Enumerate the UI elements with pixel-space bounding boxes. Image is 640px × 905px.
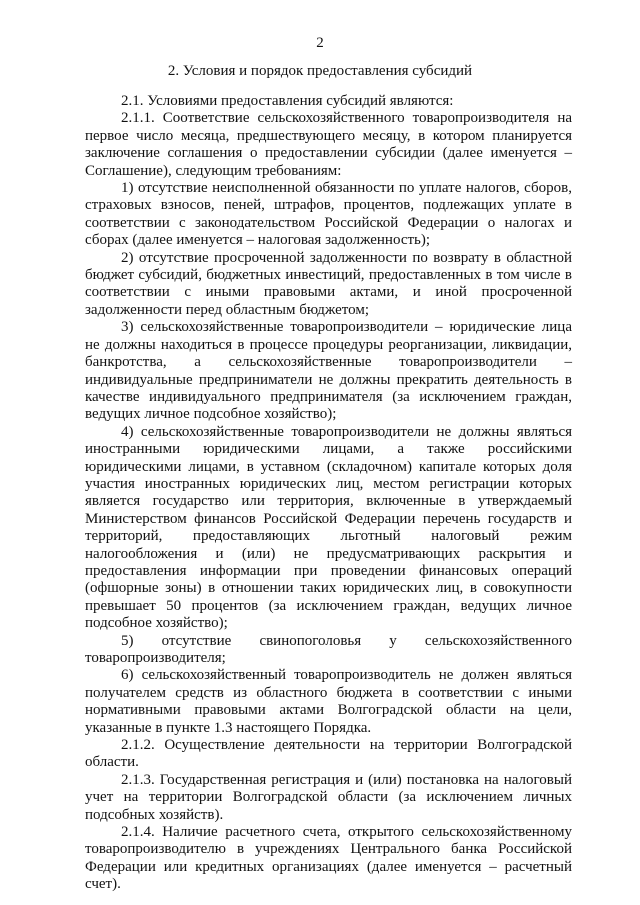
paragraph-2-1-2: 2.1.2. Осуществление деятельности на территории Волгоградской области. (85, 737, 572, 771)
page-number: 2 (316, 35, 324, 51)
requirement-2: 2) отсутствие просроченной задолженности по возврату в областной бюджет субсидий, бюджетных инвестиций, предоставленных в том числе в соответствии с иными правовыми актами, и иной просроченной задолженности перед областным бюджетом; (85, 249, 572, 318)
paragraph-2-1-4: 2.1.4. Наличие расчетного счета, открытого сельскохозяйственному товаропроизводителю в учреждениях Центрального банка Российской Федерации или кредитных организациях (далее именуется – расчетный счет). (85, 824, 572, 893)
requirement-3: 3) сельскохозяйственные товаропроизводители – юридические лица не должны находиться в процессе процедуры реорганизации, ликвидации, банкротства, а сельскохозяйственные товаропроизводители – индивидуальные предприниматели не должны прекратить деятельность в качестве индивидуального предпринимателя (за исключением граждан, ведущих личное подсобное хозяйство); (85, 319, 572, 423)
requirement-5: 5) отсутствие свинопоголовья у сельскохозяйственного товаропроизводителя; (85, 632, 572, 666)
requirement-1: 1) отсутствие неисполненной обязанности по уплате налогов, сборов, страховых взносов, пеней, штрафов, процентов, подлежащих уплате в соответствии с законодательством Российской Федерации о налогах и сборах (далее именуется – налоговая задолженность); (85, 180, 572, 249)
requirement-6: 6) сельскохозяйственный товаропроизводитель не должен являться получателем средств из областного бюджета в соответствии с иными нормативными правовыми актами Волгоградской области на цели, указанные в пункте 1.3 настоящего Порядка. (85, 667, 572, 736)
paragraph-2-1-3: 2.1.3. Государственная регистрация и (или) постановка на налоговый учет на территории Волгоградской области (за исключением личных подсобных хозяйств). (85, 771, 572, 823)
paragraph-2-1-1: 2.1.1. Соответствие сельскохозяйственного товаропроизводителя на первое число месяца, предшествующего месяцу, в котором планируется заключение соглашения о предоставлении субсидии (далее именуется – Соглашение), следующим требованиям: (85, 110, 572, 179)
section-title: 2. Условия и порядок предоставления субсидий (167, 63, 473, 79)
paragraph-2-1: 2.1. Условиями предоставления субсидий являются: (121, 93, 454, 109)
requirement-4: 4) сельскохозяйственные товаропроизводители не должны являться иностранными юридическими лицами, а также российскими юридическими лицами, в уставном (складочном) капитале которых доля участия иностранных юридических лиц, местом регистрации которых является государство или территория, включенные в утверждаемый Министерством финансов Российской Федерации перечень государств и территорий, предоставляющих льготный налоговый режим налогообложения и (или) не предусматривающих раскрытия и предоставления информации при проведении финансовых операций (офшорные зоны) в отношении таких юридических лиц, в совокупности превышает 50 процентов (за исключением граждан, ведущих личное подсобное хозяйство); (85, 423, 572, 632)
document-body (85, 93, 572, 894)
